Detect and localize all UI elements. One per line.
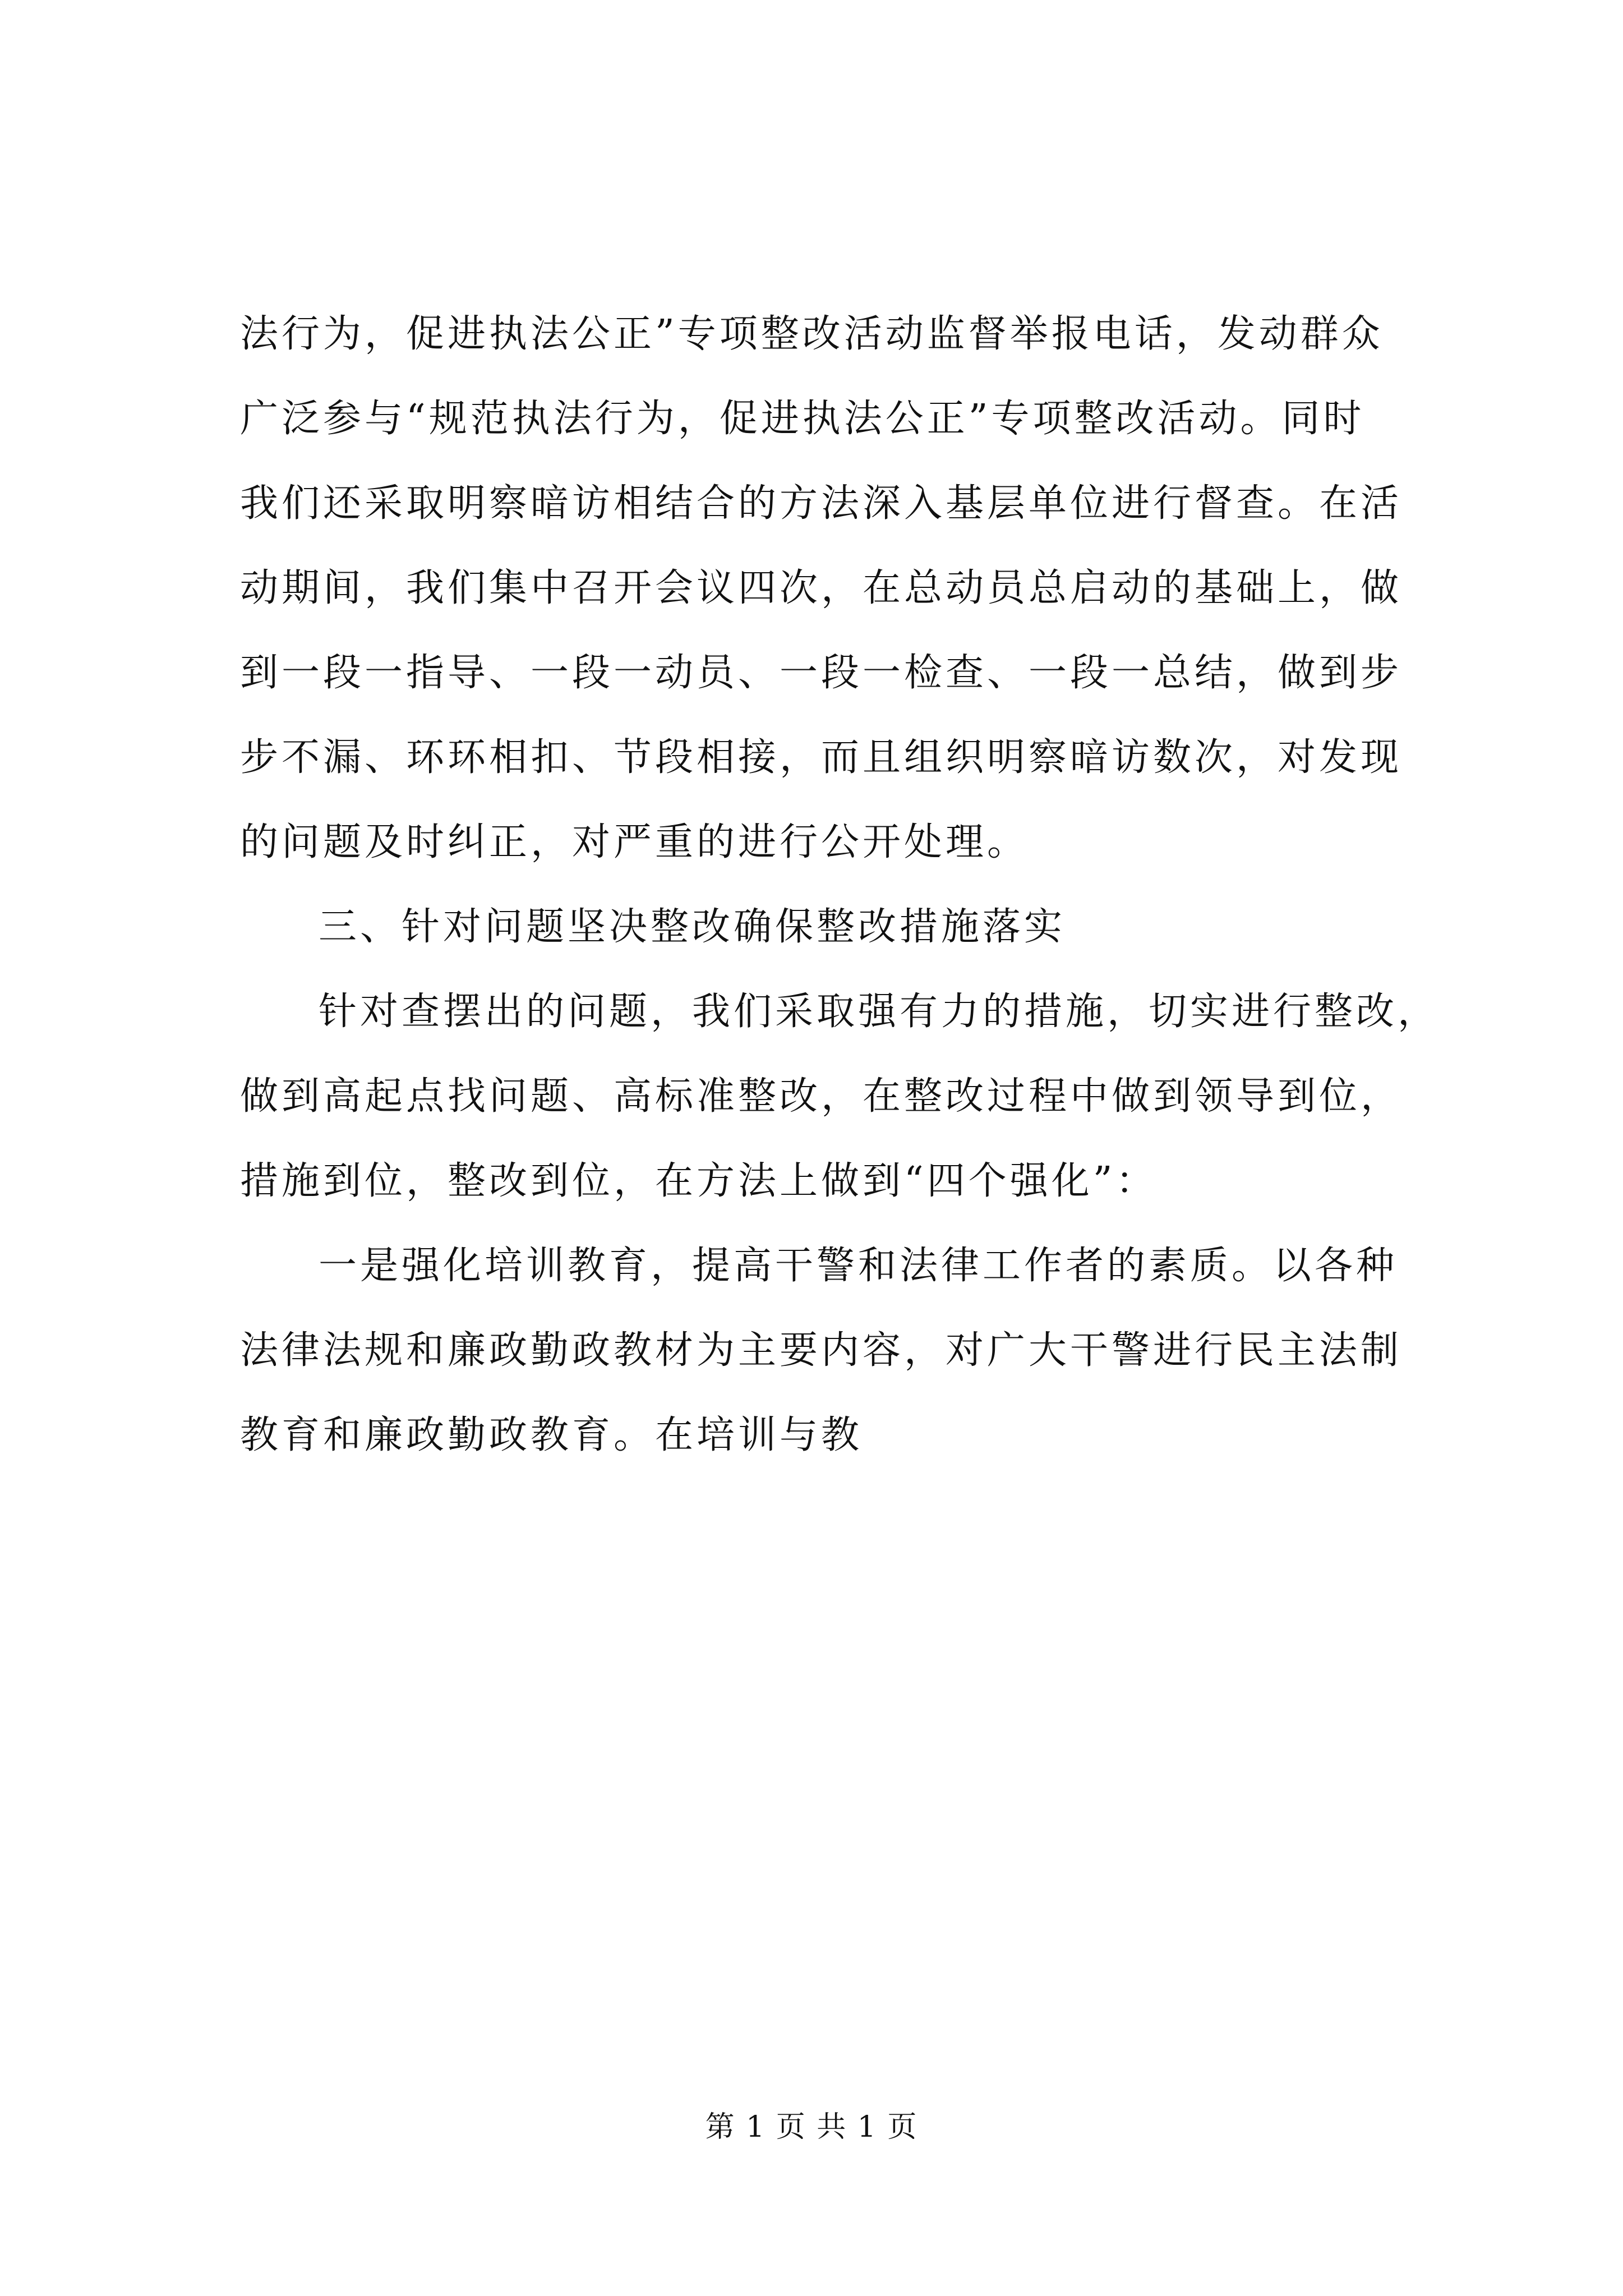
page-footer <box>0 2110 1623 2144</box>
body-line-14: 教育和廉政勤政教育。在培训与教 <box>240 1413 863 1457</box>
body-line-13: 法律法规和廉政勤政教材为主要内容，对广大干警进行民主法制 <box>240 1328 1403 1373</box>
document-body <box>240 292 1440 1478</box>
body-line-3: 我们还采取明察暗访相结合的方法深入基层单位进行督查。在活 <box>240 481 1403 526</box>
body-line-6: 步不漏、环环相扣、节段相接，而且组织明察暗访数次，对发现 <box>240 735 1403 780</box>
body-line-12: 一是强化培训教育，提高干警和法律工作者的素质。以各种 <box>319 1244 1398 1288</box>
body-line-9: 针对查摆出的问题，我们采取强有力的措施，切实进行整改， <box>319 990 1440 1034</box>
body-line-10: 做到高起点找问题、高标准整改，在整改过程中做到领导到位， <box>240 1074 1403 1119</box>
page-number-label: 第 1 页 共 1 页 <box>705 2110 918 2144</box>
body-line-5: 到一段一指导、一段一动员、一段一检查、一段一总结，做到步 <box>240 651 1403 695</box>
body-line-7: 的问题及时纠正，对严重的进行公开处理。 <box>240 820 1029 864</box>
body-line-1: 法行为，促进执法公正”专项整改活动监督举报电话，发动群众 <box>240 312 1384 356</box>
body-line-2: 广泛参与“规范执法行为，促进执法公正”专项整改活动。同时 <box>240 397 1365 441</box>
body-line-4: 动期间，我们集中召开会议四次，在总动员总启动的基础上，做 <box>240 566 1403 610</box>
body-line-11: 措施到位，整改到位，在方法上做到“四个强化”： <box>240 1159 1158 1203</box>
section-heading: 三、针对问题坚决整改确保整改措施落实 <box>319 905 1066 949</box>
